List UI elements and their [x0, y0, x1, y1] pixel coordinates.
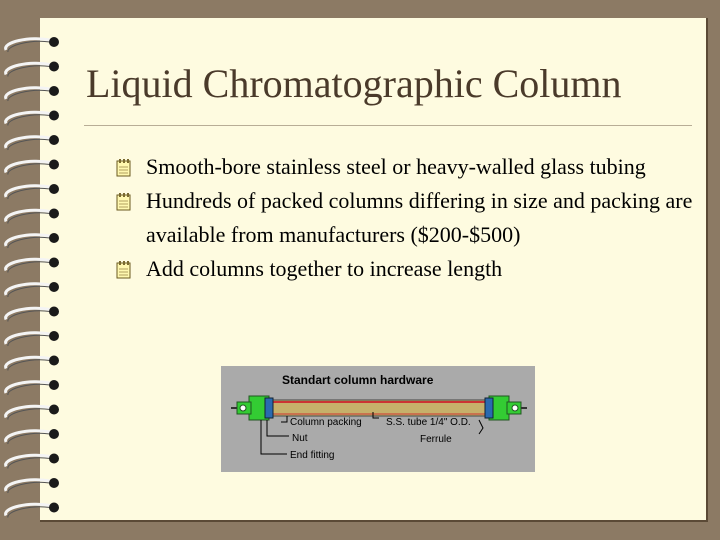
binding-hole: [49, 503, 59, 513]
label-ferrule: Ferrule: [420, 434, 452, 445]
bullet-item: [114, 252, 694, 286]
binding-hole: [49, 184, 59, 194]
binding-ring: [6, 431, 50, 442]
binding-hole: [49, 258, 59, 268]
binding-hole: [49, 331, 59, 341]
title-divider: [84, 125, 692, 126]
binding-hole: [49, 135, 59, 145]
binding-hole: [49, 62, 59, 72]
binding-ring: [6, 284, 50, 295]
bullet-text: Hundreds of packed columns differing in size and packing are available from manufacturers ($200-$500): [146, 188, 693, 247]
binding-hole: [49, 307, 59, 317]
binding-ring: [6, 63, 50, 74]
binding-hole: [49, 160, 59, 170]
binding-ring: [6, 210, 50, 221]
slide-title: Liquid Chromatographic Column: [86, 61, 622, 106]
binding-hole: [49, 282, 59, 292]
binding-ring: [6, 480, 50, 491]
binding-ring: [6, 406, 50, 417]
binding-hole: [49, 454, 59, 464]
binding-hole: [49, 86, 59, 96]
binding-hole: [49, 405, 59, 415]
binding-hole: [49, 429, 59, 439]
binding-ring: [6, 382, 50, 393]
binding-hole: [49, 233, 59, 243]
binding-ring: [6, 112, 50, 123]
binding-hole: [49, 380, 59, 390]
label-column-packing: Column packing: [290, 417, 362, 428]
bullet-item: [114, 184, 694, 252]
figure-title: Standart column hardware: [282, 373, 434, 387]
binding-ring: [6, 308, 50, 319]
binding-ring: [6, 357, 50, 368]
bullet-item: [114, 150, 694, 184]
right-end-fitting: [485, 396, 527, 420]
binding-ring: [6, 186, 50, 197]
binding-ring: [6, 39, 50, 50]
notepad-bullet-icon: [114, 192, 134, 212]
bullet-list: [114, 150, 694, 286]
label-end-fitting: End fitting: [290, 450, 335, 461]
bullet-text: Smooth-bore stainless steel or heavy-walled glass tubing: [146, 154, 646, 179]
notepad-bullet-icon: [114, 158, 134, 178]
binding-hole: [49, 37, 59, 47]
binding-ring: [6, 137, 50, 148]
binding-ring: [6, 455, 50, 466]
label-nut: Nut: [292, 433, 308, 444]
binding-ring: [6, 161, 50, 172]
bullet-text: Add columns together to increase length: [146, 256, 503, 281]
notepad-bullet-icon: [114, 260, 134, 280]
spiral-binding: [0, 0, 80, 540]
binding-ring: [6, 235, 50, 246]
binding-ring: [6, 333, 50, 344]
binding-ring: [6, 259, 50, 270]
left-end-fitting: [231, 396, 273, 420]
label-tube: S.S. tube 1/4" O.D.: [386, 417, 471, 428]
binding-hole: [49, 209, 59, 219]
binding-ring: [6, 88, 50, 99]
binding-ring: [6, 504, 50, 515]
binding-hole: [49, 478, 59, 488]
binding-hole: [49, 111, 59, 121]
binding-hole: [49, 356, 59, 366]
